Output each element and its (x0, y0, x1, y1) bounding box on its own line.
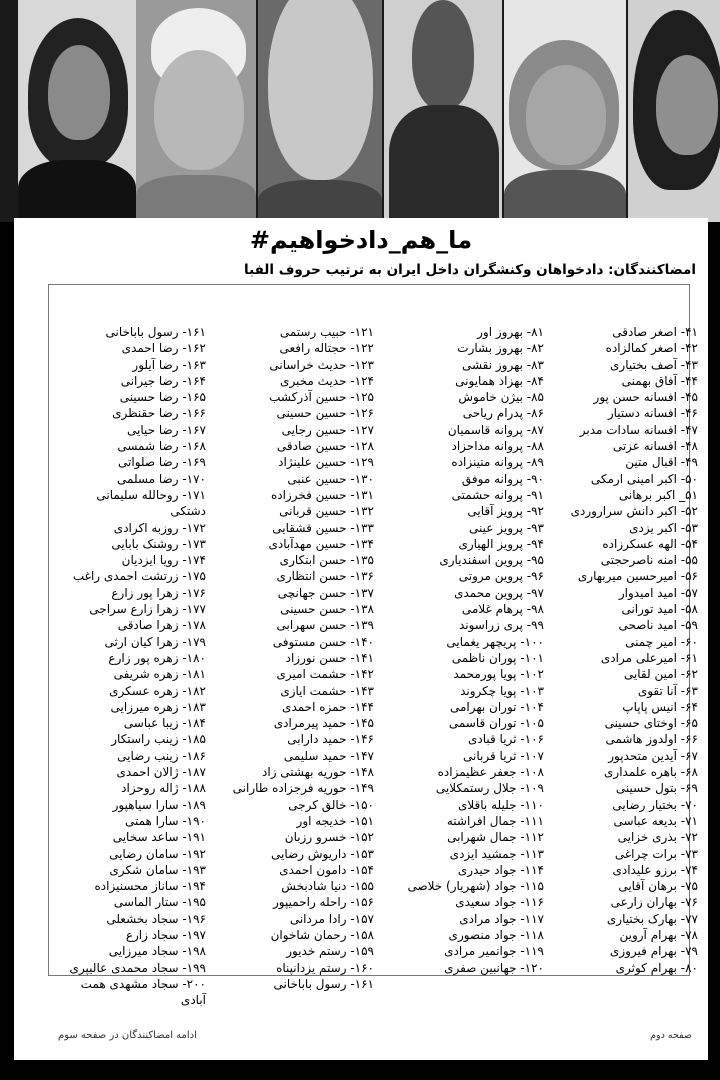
signatory-name: ۱۱۸- جواد منصوری (448, 927, 544, 942)
signatory-name: ۱۸۴- زیبا عباسی (123, 716, 206, 731)
signatory-name: ۷۹- بهرام فیروزی (609, 944, 698, 959)
signatory-name: ۸۱- بهروز اور (477, 325, 544, 339)
signatory-name: ۱۷۶- زهرا پور زارع (111, 585, 206, 600)
signatory-name: ۱۲۴- حدیث مخبری (280, 373, 374, 388)
signatory-name: ۱۹۹- سجاد محمدی عالیپری (69, 960, 206, 975)
signatory-name: ۱۴۹- حوریه فرجزاده طارانی (232, 781, 374, 796)
signatory-name: ۱۲۳- حدیث خراسانی (269, 357, 374, 372)
signatory-name: ۱۸۲- زهره عسکری (109, 683, 206, 698)
signatory-name: ۱۷۴- رویا ایزدیان (121, 553, 206, 568)
signatory-name: ۱۷۸- زهرا صادقی (117, 618, 206, 633)
signatory-name: ۱۱۲- جمال شهرابی (447, 830, 544, 845)
signatory-name: ۱۵۶- راحله راحمیپور (273, 895, 374, 910)
signatory-name: ۱۶۵- رضا حسینی (119, 390, 206, 405)
signatory-name: ۹۶- پروین مروتی (458, 569, 544, 584)
signatory-name: ۱۵۷- رادا مردانی (289, 911, 374, 926)
signatory-name: ۱۴۱- حسن نورزاد (285, 650, 374, 665)
signatory-name: ۸۷- پروانه قاسمیان (447, 422, 544, 437)
continuation-note: ادامه امضاکنندگان در صفحه سوم (58, 1030, 197, 1041)
signatory-name: ۱۴۰- حسن مستوفی (272, 634, 374, 649)
signatory-name: ۱۲۹- حسین علینژاد (278, 455, 374, 470)
signatory-name: ۴۹- اقبال متین (625, 455, 698, 470)
signatory-name: ۹۴- پرویز الهیاری (458, 536, 544, 551)
signatory-name: ۱۹۶- سجاد بخشعلی (106, 911, 206, 926)
signatory-name: ۱۹۰- سارا همتی (124, 813, 206, 828)
signatory-name: ۱۲۶- حسین حسینی (276, 406, 374, 421)
signatory-name: ۱۹۴- ساناز محسنیزاده (94, 879, 206, 894)
signatory-name: ۸۹- پروانه متینزاده (451, 455, 544, 470)
signatory-name: ۱۰۳- پویا چکروند (460, 683, 544, 698)
signatory-name: آبادی (180, 993, 206, 1008)
signatory-name: ۱۸۸- ژاله روحزاد (121, 781, 206, 796)
signatory-name: ۶۱- امیرعلی مرادی (600, 650, 698, 665)
signatory-name: ۱۹۸- سجاد میرزایی (108, 944, 206, 959)
photo-strip (0, 0, 720, 222)
signatory-name: ۱۱۷- جواد مرادی (459, 911, 544, 926)
signatory-name: ۱۱۴- جواد حیدری (457, 862, 544, 877)
signatory-name: ۹۲- پرویز آقایی (467, 504, 544, 519)
signatory-name: ۱۰۱- پوران ناظمی (451, 650, 544, 665)
man-portrait-2 (384, 0, 502, 222)
signatory-name: ۱۳۴- حسین مهدآبادی (268, 536, 374, 551)
signatory-name: ۱۴۵- حمید پیرمرادی (273, 716, 374, 731)
signatory-name: ۱۱۵- جواد (شهریار) خلاصی (407, 879, 544, 894)
signatory-name: ۱۵۸- رحمان شاخوان (270, 927, 374, 942)
signatory-name: ۱۸۳- زهره میرزایی (110, 699, 206, 714)
signatory-name: ۱۶۹- رضا صلواتی (118, 455, 206, 470)
signatory-name: ۱۴۲- حشمت امیری (276, 667, 374, 682)
signatory-name: ۷۱- بدیعه عباسی (613, 813, 698, 828)
signatories-card (14, 218, 708, 1060)
signatory-name: ۷۲- بذری خزایی (617, 830, 698, 845)
signatory-name: ۱۷۱- روحالله سلیمانی (96, 487, 206, 502)
signatory-name: ۵۵- امنه ناصرحجتی (600, 553, 698, 568)
signatory-name: ۱۳۱- حسین فخرزاده (270, 487, 374, 502)
signatory-name: ۱۰۹- جلال رستمکلایی (435, 781, 544, 796)
signatory-name: ۸۴- بهزاد همایونی (455, 373, 544, 388)
signatory-name: ۱۴۷- حمید سلیمی (283, 748, 374, 763)
signatory-name: ۶۵- اوختای حسینی (604, 716, 698, 731)
woman-portrait-2 (504, 0, 626, 222)
names-column-4 (56, 324, 206, 1008)
signatory-name: ۱۶۰- رستم یزدانپناه (276, 960, 374, 975)
signatory-name: ۱۲۸- حسین صادقی (276, 439, 374, 454)
signatory-name: ۴۳- آصف بختیاری (610, 357, 698, 372)
signatory-name: ۱۱۱- جمال افراشته (446, 813, 544, 828)
names-column-3 (224, 324, 374, 992)
names-column-2 (394, 324, 544, 976)
signatory-name: ۹۳- پرویز عینی (469, 520, 544, 535)
signatory-name: ۱۶۴- رضا جیرانی (120, 373, 206, 388)
signatory-name: ۱۱۳- جمشید ایزدی (449, 846, 544, 861)
signatory-name: ۱۶۱- رسول باباخانی (273, 976, 374, 991)
signatory-name: ۱۵۲- خسرو رزبان (284, 830, 374, 845)
signatory-name: ۱۳۹- حسن سهرابی (276, 618, 374, 633)
signatory-name: ۶۸- باهره علمداری (604, 765, 698, 780)
signatory-name: ۵۶- امیرحسین میربهاری (577, 569, 698, 584)
signatory-name: ۱۳۳- حسین قشقایی (272, 520, 374, 535)
signatory-name: ۱۷۰- رضا مسلمی (117, 471, 206, 486)
signatory-name: ۱۳۷- حسن جهانچی (277, 585, 374, 600)
signatory-name: ۴۷- افسانه سادات مدبر (579, 422, 698, 437)
signatory-name: ۱۹۷- سجاد زارع (125, 927, 206, 942)
signatory-name: ۵۸- امید تورانی (621, 602, 698, 617)
signatory-name: ۱۵۹- رستم خدیور (286, 944, 374, 959)
signatory-name: ۵۹- امید ناصحی (618, 618, 698, 633)
signatory-name: ۴۵- افسانه حسن پور (593, 390, 698, 405)
signatory-name: ۹۸- پرهام غلامی (461, 602, 544, 617)
signatory-name: ۷۸- بهرام آروین (619, 927, 698, 942)
signatory-name: ۱۴۳- حشمت ایازی (280, 683, 374, 698)
signatory-name: ۱۶۱- رسول باباخانی (105, 325, 206, 339)
signatory-name: ۹۰- پروانه موفق (461, 471, 544, 486)
signatory-name: ۱۵۰- خالق کرجی (288, 797, 374, 812)
signatory-name: ۱۸۶- زینب رضایی (117, 748, 206, 763)
signatory-name: ۴۲- اصغر کمالزاده (605, 341, 698, 356)
signatory-name: ۴۸- افسانه عزتی (612, 439, 698, 454)
signatory-name: ۹۵- پروین اسفندیاری (439, 553, 544, 568)
signatory-name: ۵۲- اکبر دانش سراروردی (570, 504, 698, 519)
woman-portrait-1 (18, 0, 136, 222)
signatory-name: ۶۶- اولدوز هاشمی (605, 732, 698, 747)
signatory-name: ۹۷- پروین محمدی (454, 585, 544, 600)
signatory-name: ۱۷۹- زهرا کیان ارثی (104, 634, 206, 649)
signatory-name: ۱۸۷- ژالان احمدی (116, 765, 206, 780)
signatory-name: ۱۸۱- زهره شریفی (113, 667, 206, 682)
signatory-name: ۷۷- بهارک بختیاری (606, 911, 698, 926)
man-portrait-1 (258, 0, 382, 222)
signatory-name: ۱۶۳- رضا آیلور (132, 357, 206, 372)
signatory-name: ۱۳۵- حسن ابتکاری (279, 553, 374, 568)
signatory-name: ۱۲۲- حجتاله رافعی (279, 341, 374, 356)
page-title: #ما_هم_دادخواهیم (249, 226, 473, 254)
signatory-name: ۱۷۷- زهرا زارع سراجی (89, 602, 206, 617)
signatory-name: ۱۰۷- ثریا قربانی (463, 748, 544, 763)
signatory-name: ۶۰- امیر چمنی (625, 634, 698, 649)
signatory-name: ۱۵۳- داریوش رضایی (271, 846, 374, 861)
signatory-name: ۱۳۲- حسین قربانی (279, 504, 374, 519)
signatory-name: ۵۱_ اکبر برهانی (618, 487, 698, 502)
signatory-name: ۷۵- برهان آقایی (618, 879, 698, 894)
signatory-name: ۱۱۰- جلیله باقلای (457, 797, 544, 812)
signatory-name: ۵۴- الهه عسکرزاده (602, 536, 698, 551)
signatory-name: ۱۷۳- روشنک بابایی (111, 536, 206, 551)
signatory-name: ۴۱- اصغر صادقی (612, 325, 698, 339)
signatory-name: ۶۲- امین لقایی (623, 667, 698, 682)
signatory-name: ۱۰۲- پویا پورمحمد (453, 667, 544, 682)
signatory-name: ۱۳۶- حسن انتظاری (276, 569, 374, 584)
signatory-name: ۱۴۴- حمزه احمدی (282, 699, 374, 714)
signatory-name: ۴۶- افسانه دستیار (607, 406, 698, 421)
signatory-name: ۲۰۰- سجاد مشهدی همت (80, 976, 206, 991)
signatory-name: ۱۸۵- زینب راستکار (111, 732, 206, 747)
signatory-name: ۹۹- پری زراسوند (458, 618, 544, 633)
signatory-name: ۱۰۰- پریچهر یغمایی (446, 634, 544, 649)
signatory-name: ۱۰۴- توران بهرامی (449, 699, 544, 714)
signatory-name: ۶۹- بتول حسینی (615, 781, 698, 796)
signatory-name: ۴۴- آفاق بهمنی (621, 373, 698, 388)
signatory-name: ۹۱- پروانه حشمتی (451, 487, 544, 502)
signatory-name: ۱۹۱- ساعد سخایی (112, 830, 206, 845)
signatory-name: ۱۰۶- ثریا قبادی (467, 732, 544, 747)
signatory-name: ۱۹۵- ستار الماسی (113, 895, 206, 910)
signatory-name: ۷۳- برات چراغی (614, 846, 698, 861)
signatory-name: ۱۰۵- توران قاسمی (448, 716, 544, 731)
signatory-name: ۱۵۱- خدیجه اور (296, 813, 374, 828)
signatory-name: ۱۵۴- دامون احمدی (279, 862, 374, 877)
signatory-name: ۱۶۷- رضا حیایی (127, 422, 206, 437)
signatory-name: ۷۶- بهاران زارعی (610, 895, 698, 910)
signatory-name: ۱۲۱- حبیب رستمی (279, 325, 374, 339)
signatory-name: ۱۶۸- رضا شمسی (117, 439, 206, 454)
signatory-name: ۱۰۸- جعفر عظیمزاده (437, 765, 544, 780)
signatory-name: ۶۳- آنا تقوی (637, 683, 698, 698)
signatory-name: ۶۷- آیدین متحدپور (608, 748, 698, 763)
signatory-name: ۵۳- اکبر یزدی (629, 520, 698, 535)
signatory-name: ۸۶- پدرام ریاحی (462, 406, 544, 421)
signatory-name: ۱۳۸- حسن حسینی (280, 602, 374, 617)
signatory-name: ۸۲- بهروز بشارت (457, 341, 544, 356)
signatory-name: ۱۱۹- جوانمیر مرادی (444, 944, 544, 959)
signatory-name: ۶۴- انیس پاپاپ (622, 699, 698, 714)
signatory-name: ۷۴- برزو علیدادی (612, 862, 698, 877)
signatory-name: ۱۳۰- حسین عنبی (287, 471, 374, 486)
signatory-name: ۱۶۶- رضا حقنظری (112, 406, 206, 421)
signatory-name: ۷۰- بختیار رضایی (612, 797, 698, 812)
signatory-name: ۱۵۵- دنیا شادبخش (281, 879, 374, 894)
signatory-name: ۸۵- بیژن خاموش (458, 390, 544, 405)
signatory-name: ۱۷۲- روزبه اکرادی (113, 520, 206, 535)
signatory-name: ۱۲۰- جهانبین صفری (444, 960, 544, 975)
signatory-name: ۱۸۰- زهره پور زارع (108, 650, 206, 665)
elderly-woman-portrait (136, 0, 256, 222)
signatory-name: ۱۴۸- حوریه بهشتی زاد (262, 765, 374, 780)
signatory-name: ۱۴۶- حمید دارابی (287, 732, 374, 747)
signatory-name: ۵۷- امید امیدوار (618, 585, 698, 600)
signatory-name: ۱۷۵- زرتشت احمدی راغب (72, 569, 206, 584)
signatory-name: دشتکی (170, 504, 206, 519)
signatory-name: ۱۱۶- جواد سعیدی (455, 895, 544, 910)
signatory-name: ۱۸۹- سارا سیاهپور (112, 797, 206, 812)
woman-portrait-3 (628, 0, 720, 222)
signatory-name: ۱۹۳- سامان شکری (109, 862, 206, 877)
names-column-1 (548, 324, 698, 976)
page-number: صفحه دوم (650, 1030, 692, 1041)
signatory-name: ۱۶۲- رضا احمدی (121, 341, 206, 356)
signatory-name: ۱۲۵- حسین آذرکشب (269, 390, 374, 405)
signatory-name: ۸۸- پروانه مداحزاد (451, 439, 544, 454)
signatory-name: ۵۰- اکبر امینی ارمکی (590, 471, 698, 486)
signatory-name: ۱۲۷- حسین رجایی (281, 422, 374, 437)
signatory-name: ۸۳- بهروز نقشی (461, 357, 544, 372)
signatory-name: ۱۹۲- سامان رضایی (109, 846, 206, 861)
signatory-name: ۸۰- بهرام کوثری (615, 960, 698, 975)
subtitle: امضاکنندگان: دادخواهان وکنشگران داخل ایران به ترتیب حروف الفبا (244, 262, 696, 278)
